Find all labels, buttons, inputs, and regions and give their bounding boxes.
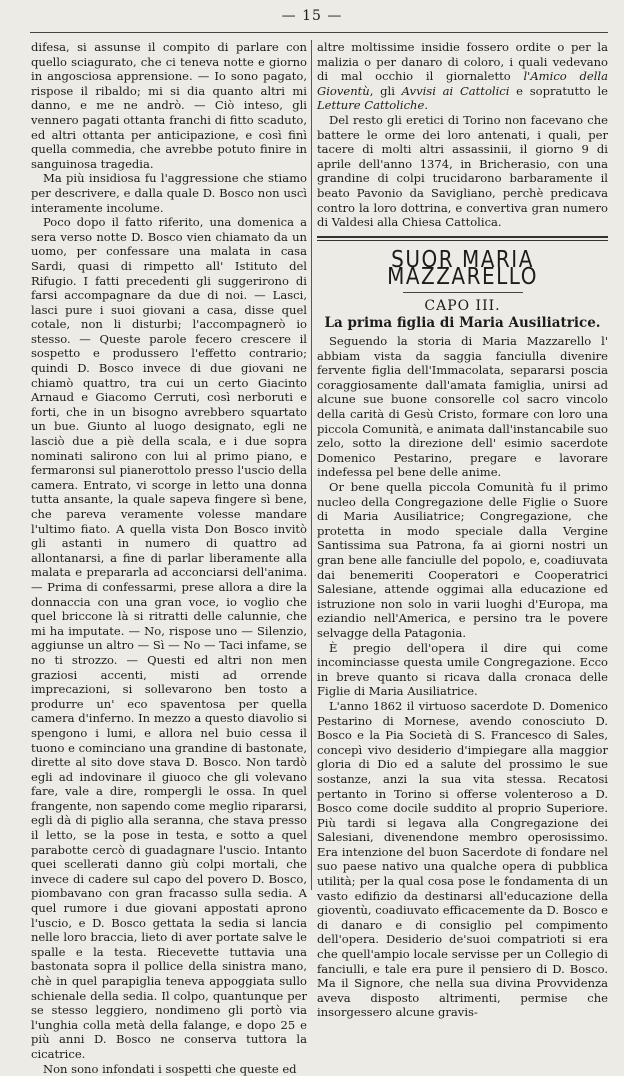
italic-title: l'Amico della Gioventù xyxy=(317,69,609,98)
page-number: — 15 — xyxy=(281,8,343,24)
right-intro-paragraph xyxy=(317,40,608,113)
intro-text: , gli xyxy=(369,83,402,98)
section-rule xyxy=(317,240,608,241)
right-paragraph: È pregio dell'opera il dire qui come incominciasse questa umile Congregazione. Ecco in breve quanto si ricava dalla cronaca delle Figlie di Maria Ausiliatrice. xyxy=(317,640,608,699)
left-column xyxy=(31,40,307,1076)
right-paragraph: Or bene quella piccola Comunità fu il primo nucleo della Congregazione delle Figlie o Suore di Maria Ausiliatrice; Congregazione, che protetta in modo speciale dalla Vergine Santissima sua Patrona, fa ai giorni nostri un gran bene alle fanciulle del popolo, e, coadiuvata dai benemeriti Cooperatori e Cooperatrici Salesiane, attende oggimai alla educazione ed istruzione non solo in varii luoghi d'Europa, ma eziandio nell'America, e persino tra le povere selvagge della Patagonia. xyxy=(317,480,608,640)
right-paragraph: Seguendo la storia di Maria Mazzarello l' abbiam vista da saggia fanciulla divenire fervente figlia dell'Immacolata, separarsi poscia coraggiosamente dall'amata famiglia, unirsi ad alcune sue buone consorelle col sacro vincolo della carità di Gesù Cristo, formare con loro una piccola Comunità, e animata dall'instancabile suo zelo, sotto la direzione dell' esimio sacerdote Domenico Pestarino, pregare e lavorare indefessa pel bene delle anime. xyxy=(317,334,608,480)
chapter-number: CAPO III. xyxy=(424,297,501,314)
right-column xyxy=(317,40,608,1020)
header-rule xyxy=(30,32,608,33)
chapter-title: La prima figlia di Maria Ausiliatrice. xyxy=(324,314,601,331)
right-paragraph: Del resto gli eretici di Torino non facevano che battere le orme dei loro antenati, i quali, per tacere di molti altri assassinii, il giorno 9 di aprile dell'anno 1374, in Bricherasio, con una grandine di colpi trucidarono barbaramente il beato Pavonio da Savigliano, perchè predicava contro la loro dottrina, e convertiva gran numero di Valdesi alla Chiesa Cattolica. xyxy=(317,112,608,230)
left-paragraph: Ma più insidiosa fu l'aggressione che stiamo per descrivere, e dalla quale D. Bosco non uscì interamente incolume. xyxy=(31,171,307,215)
intro-text: altre moltissime insidie fossero ordite o per la malizia o per danaro di coloro, i quali vedevano di mal occhio il giornaletto xyxy=(317,40,608,84)
left-paragraph: difesa, si assunse il compito di parlare con quello sciagurato, che ci teneva notte e giorno in angosciosa apprensione. — Io sono pagato, rispose il ribaldo; mi si dia quanto altri mi danno, e me ne andrò. — Ciò inteso, gli vennero pagati ottanta franchi di fitto scaduto, ed altri ottanta per anticipazione, e così finì quella commedia, che avrebbe potuto finire in sanguinosa tragedia. xyxy=(31,40,307,171)
section-rule xyxy=(317,236,608,238)
italic-title: Letture Cattoliche xyxy=(317,98,425,113)
italic-title: Avvisi ai Cattolici xyxy=(401,83,510,98)
section-title: SUOR MARIA MAZZARELLO xyxy=(387,244,538,290)
column-divider xyxy=(311,40,312,890)
right-paragraph: L'anno 1862 il virtuoso sacerdote D. Domenico Pestarino di Mornese, avendo conosciuto D. Bosco e la Pia Società di S. Francesco di Sales, concepì vivo desiderio d'impiegare alla maggior gloria di Dio ed a salute del prossimo le sue sostanze, anzi la sua vita stessa. Recatosi pertanto in Torino si offerse volenteroso a D. Bosco come docile suddito al proprio Superiore. Più tardi si legava alla Congregazione dei Salesiani, divenendone membro operosissimo. Era intenzione del buon Sacerdote di fondare nel suo paese nativo una qualche opera di pubblica utilità; per la qual cosa pose le fondamenta di un vasto edifizio da destinarsi all'educazione della gioventù, coadiuvato efficacemente da D. Bosco e di danaro e di consiglio pel compimento dell'opera. Desiderio de'suoi compatrioti si era che quell'ampio locale servisse per un Collegio di fanciulli, e tale era pure il pensiero di D. Bosco. Ma il Signore, che nella sua divina Provvidenza aveva disposto altrimenti, permise che insorgessero alcune gravis- xyxy=(317,698,608,1020)
intro-text: e sopratutto le xyxy=(509,83,608,98)
left-paragraph: Poco dopo il fatto riferito, una domenica a sera verso notte D. Bosco vien chiamato da un uomo, per confessare una malata in casa Sardi, quasi di rimpetto all' Istituto del Rifugio. I fatti precedenti gli suggerirono di farsi accompagnare da due di noi. — Lasci, lasci pure i suoi giovani a casa, disse quel cotale, non li disturbi; l'accompagnerò io stesso. — Queste parole fecero crescere il sospetto e produssero l'effetto contrario; quindi D. Bosco invece di due giovani ne chiamò quattro, tra cui un certo Giacinto Arnaud e Giacomo Cerruti, così nerboruti e forti, che in un bisogno avrebbero squartato un bue. Giunto al luogo designato, egli ne lasciò due a piè della scala, e i due sopra nominati salirono con lui al primo piano, e fermaronsi sul pianerottolo presso l'uscio della camera. Entrato, vi scorge in letto una donna tutta ansante, la quale sapeva fingere sì bene, che pareva veramente volesse mandare l'ultimo fiato. A quella vista Don Bosco invitò gli astanti in numero di quattro ad allontanarsi, a fine di parlar liberamente alla malata e prepararla ad acconciarsi dell'anima. — Prima di confessarmi, prese allora a dire la donnaccia con una gran voce, io voglio che quel briccone là si ritratti delle calunnie, che mi ha imputate. — No, rispose uno — Silenzio, aggiunse un altro — Sì — No — Taci infame, se no ti strozzo. — Questi ed altri non men graziosi accenti, misti ad orrende imprecazioni, si sollevarono ben tosto a produrre un' eco spaventosa per quella camera d'inferno. In mezzo a questo diavolio si spengono i lumi, e allora nel buio cessa il tuono e cominciano una grandine di bastonate, dirette al sito dove stava D. Bosco. Non tardò egli ad indovinare il giuoco che gli volevano fare, vale a dire, rompergli le ossa. In quel frangente, non sapendo come meglio ripararsi, egli dà di piglio alla seranna, che stava presso il letto, se la pose in testa, e sotto a quel parabotte cercò di guadagnare l'uscio. Intanto quei scellerati danno giù colpi mortali, che invece di cadere sul capo del povero D. Bosco, piombavano con gran fracasso sulla sedia. A quel rumore i due giovani appostati aprono l'uscio, e D. Bosco gettata la sedia si lancia nelle loro braccia, lieto di aver portate salve le spalle e la testa. Riecevette tuttavia una bastonata sopra il pollice della sinistra mano, chè in quel parapiglia teneva appoggiata sullo schienale della sedia. Il colpo, quantunque per se stesso leggiero, nondimeno gli portò via l'unghia colla metà della falange, e dopo 25 e più anni D. Bosco ne conserva tuttora la cicatrice. xyxy=(31,215,307,1061)
intro-text: . xyxy=(424,98,428,113)
title-ornament xyxy=(403,292,523,293)
left-paragraph: Non sono infondati i sospetti che queste ed xyxy=(43,1061,297,1076)
